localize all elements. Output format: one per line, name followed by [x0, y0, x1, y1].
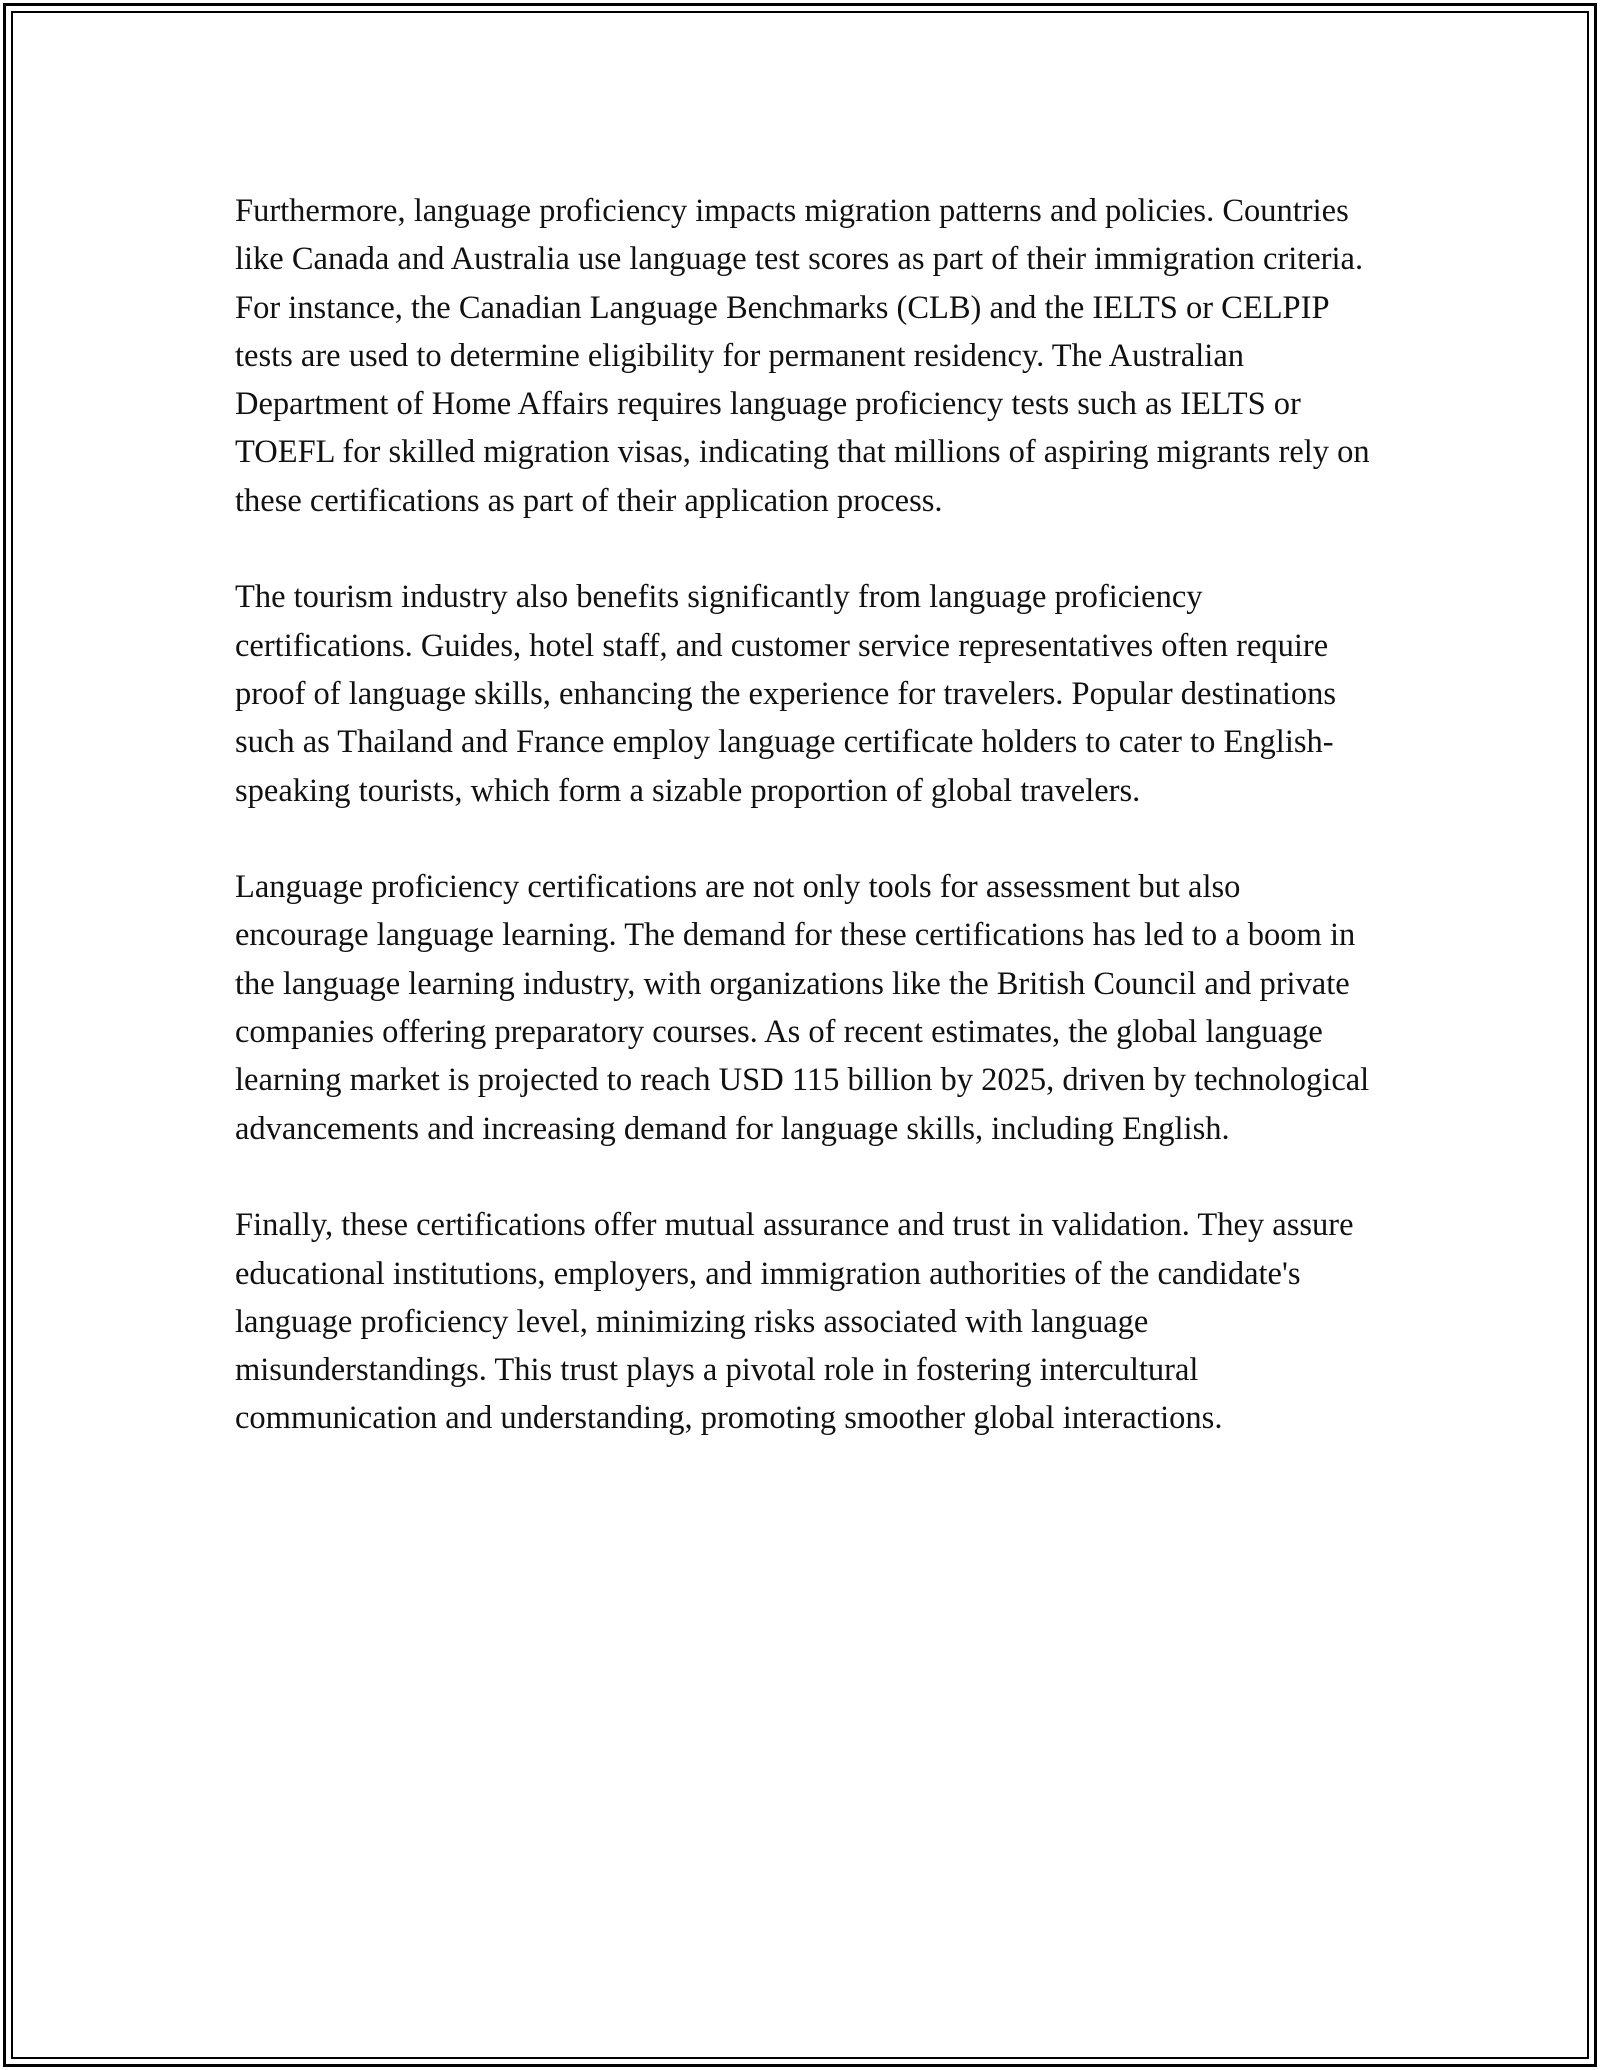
document-body: [235, 187, 1370, 1491]
paragraph-language-learning: Language proficiency certifications are not only tools for assessment but also encourage language learning. The demand for these certifications has led to a boom in the language learning industry, with organizations like the British Council and private companies offering preparatory courses. As of recent estimates, the global language learning market is projected to reach USD 115 billion by 2025, driven by technological advancements and increasing demand for language skills, including English.: [235, 869, 1370, 1147]
paragraph-trust-validation: Finally, these certifications offer mutual assurance and trust in validation. They assure educational institutions, employers, and immigration authorities of the candidate's language proficiency level, minimizing risks associated with language misunderstandings. This trust plays a pivotal role in fostering intercultural communication and understanding, promoting smoother global interactions.: [235, 1207, 1354, 1437]
paragraph-migration: Furthermore, language proficiency impacts migration patterns and policies. Countries like Canada and Australia use language test scores as part of their immigration criteria. For instance, the Canadian Language Benchmarks (CLB) and the IELTS or CELPIP tests are used to determine eligibility for permanent residency. The Australian Department of Home Affairs requires language proficiency tests such as IELTS or TOEFL for skilled migration visas, indicating that millions of aspiring migrants rely on these certifications as part of their application process.: [235, 193, 1370, 519]
paragraph-tourism: The tourism industry also benefits significantly from language proficiency certifications. Guides, hotel staff, and customer service representatives often require proof of language skills, enhancing the experience for travelers. Popular destinations such as Thailand and France employ language certificate holders to cater to English-speaking tourists, which form a sizable proportion of global travelers.: [235, 579, 1337, 809]
